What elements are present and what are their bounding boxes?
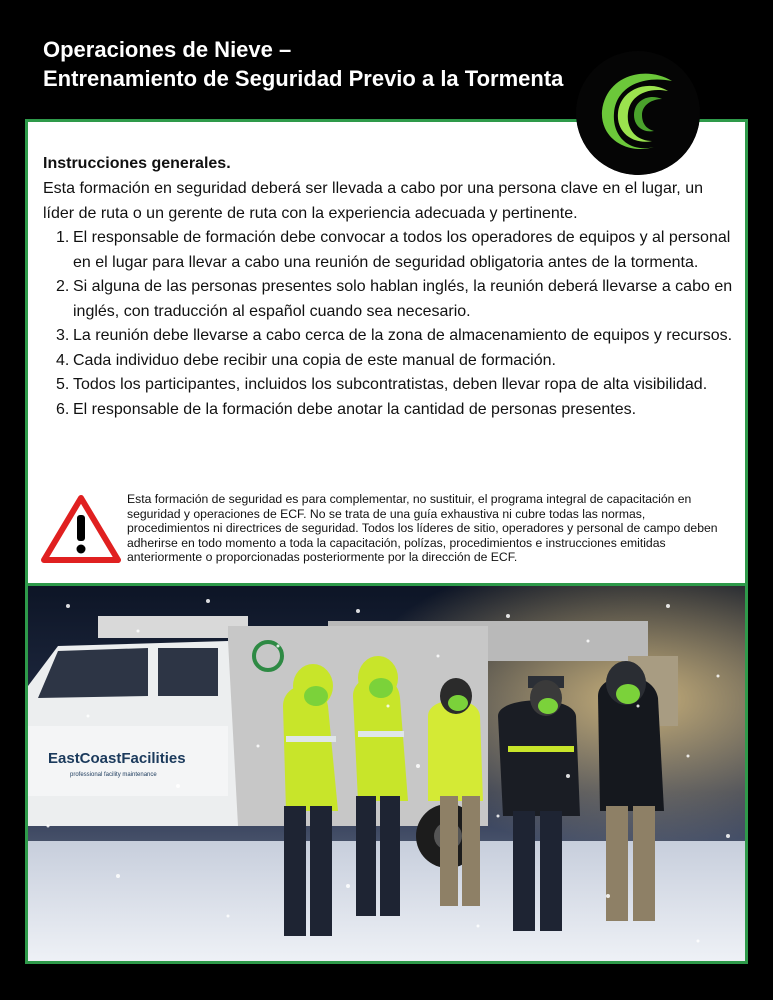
list-item [43, 349, 733, 374]
list-item-text: La reunión debe llevarse a cabo cerca de la zona de almacenamiento de equipos y recursos. [73, 327, 733, 344]
list-item-number: 6. [56, 400, 70, 418]
list-item [43, 373, 733, 398]
instructions-list [43, 226, 733, 422]
disclaimer-text: Esta formación de seguridad es para complementar, no sustituir, el programa integral de capacitación en seguridad y operaciones de ECF. No se trata de una guía exhaustiva ni cubre todas las normas, procedimientos ni directrices de seguridad. Todos los líderes de sitio, operadores y personal de campo deben adherirse en todo momento a toda la capacitación, polízas, procedimientos e instrucciones emitidas anteriormente o proporcionadas posteriormente por la dirección de ECF. [127, 492, 718, 565]
list-item-text: El responsable de la formación debe anotar la cantidad de personas presentes. [73, 400, 637, 418]
snow-crew-illustration [28, 586, 745, 961]
list-item [43, 226, 733, 275]
list-item-text: Todos los participantes, incluidos los subcontratistas, deben llevar ropa de alta visibilidad. [73, 376, 708, 393]
instructions-content [43, 152, 733, 422]
instructions-heading: Instrucciones generales. [43, 155, 231, 172]
list-item-number: 2. [56, 278, 70, 295]
truck-brand-text: EastCoastFacilities [48, 750, 186, 767]
list-item [43, 275, 733, 324]
crew-photo [25, 583, 748, 964]
title-line-1: Operaciones de Nieve – [43, 37, 292, 62]
company-logo [576, 51, 700, 175]
list-item-text: Cada individuo debe recibir una copia de este manual de formación. [73, 351, 556, 369]
list-item [43, 398, 733, 423]
list-item-number: 5. [56, 376, 70, 393]
list-item-text: El responsable de formación debe convocar a todos los operadores de equipos y al personal en el lugar para llevar a cabo una reunión de seguridad obligatoria antes de la tormenta. [73, 229, 731, 271]
instructions-intro: Esta formación en seguridad deberá ser llevada a cabo por una persona clave en el lugar, un líder de ruta o un gerente de ruta con la experiencia adecuada y pertinente. [43, 180, 703, 222]
page-title [43, 35, 563, 93]
warning-triangle-icon [41, 495, 121, 563]
title-line-2: Entrenamiento de Seguridad Previo a la Tormenta [43, 66, 564, 91]
list-item-number: 3. [56, 327, 70, 344]
list-item-text: Si alguna de las personas presentes solo hablan inglés, la reunión deberá llevarse a cabo en inglés, con traducción al español cuando sea necesario. [73, 278, 733, 320]
list-item-number: 4. [56, 351, 70, 369]
list-item-number: 1. [56, 229, 70, 246]
list-item [43, 324, 733, 349]
instructions-panel [25, 119, 748, 586]
truck-tagline-text: professional facility maintenance [70, 772, 157, 778]
